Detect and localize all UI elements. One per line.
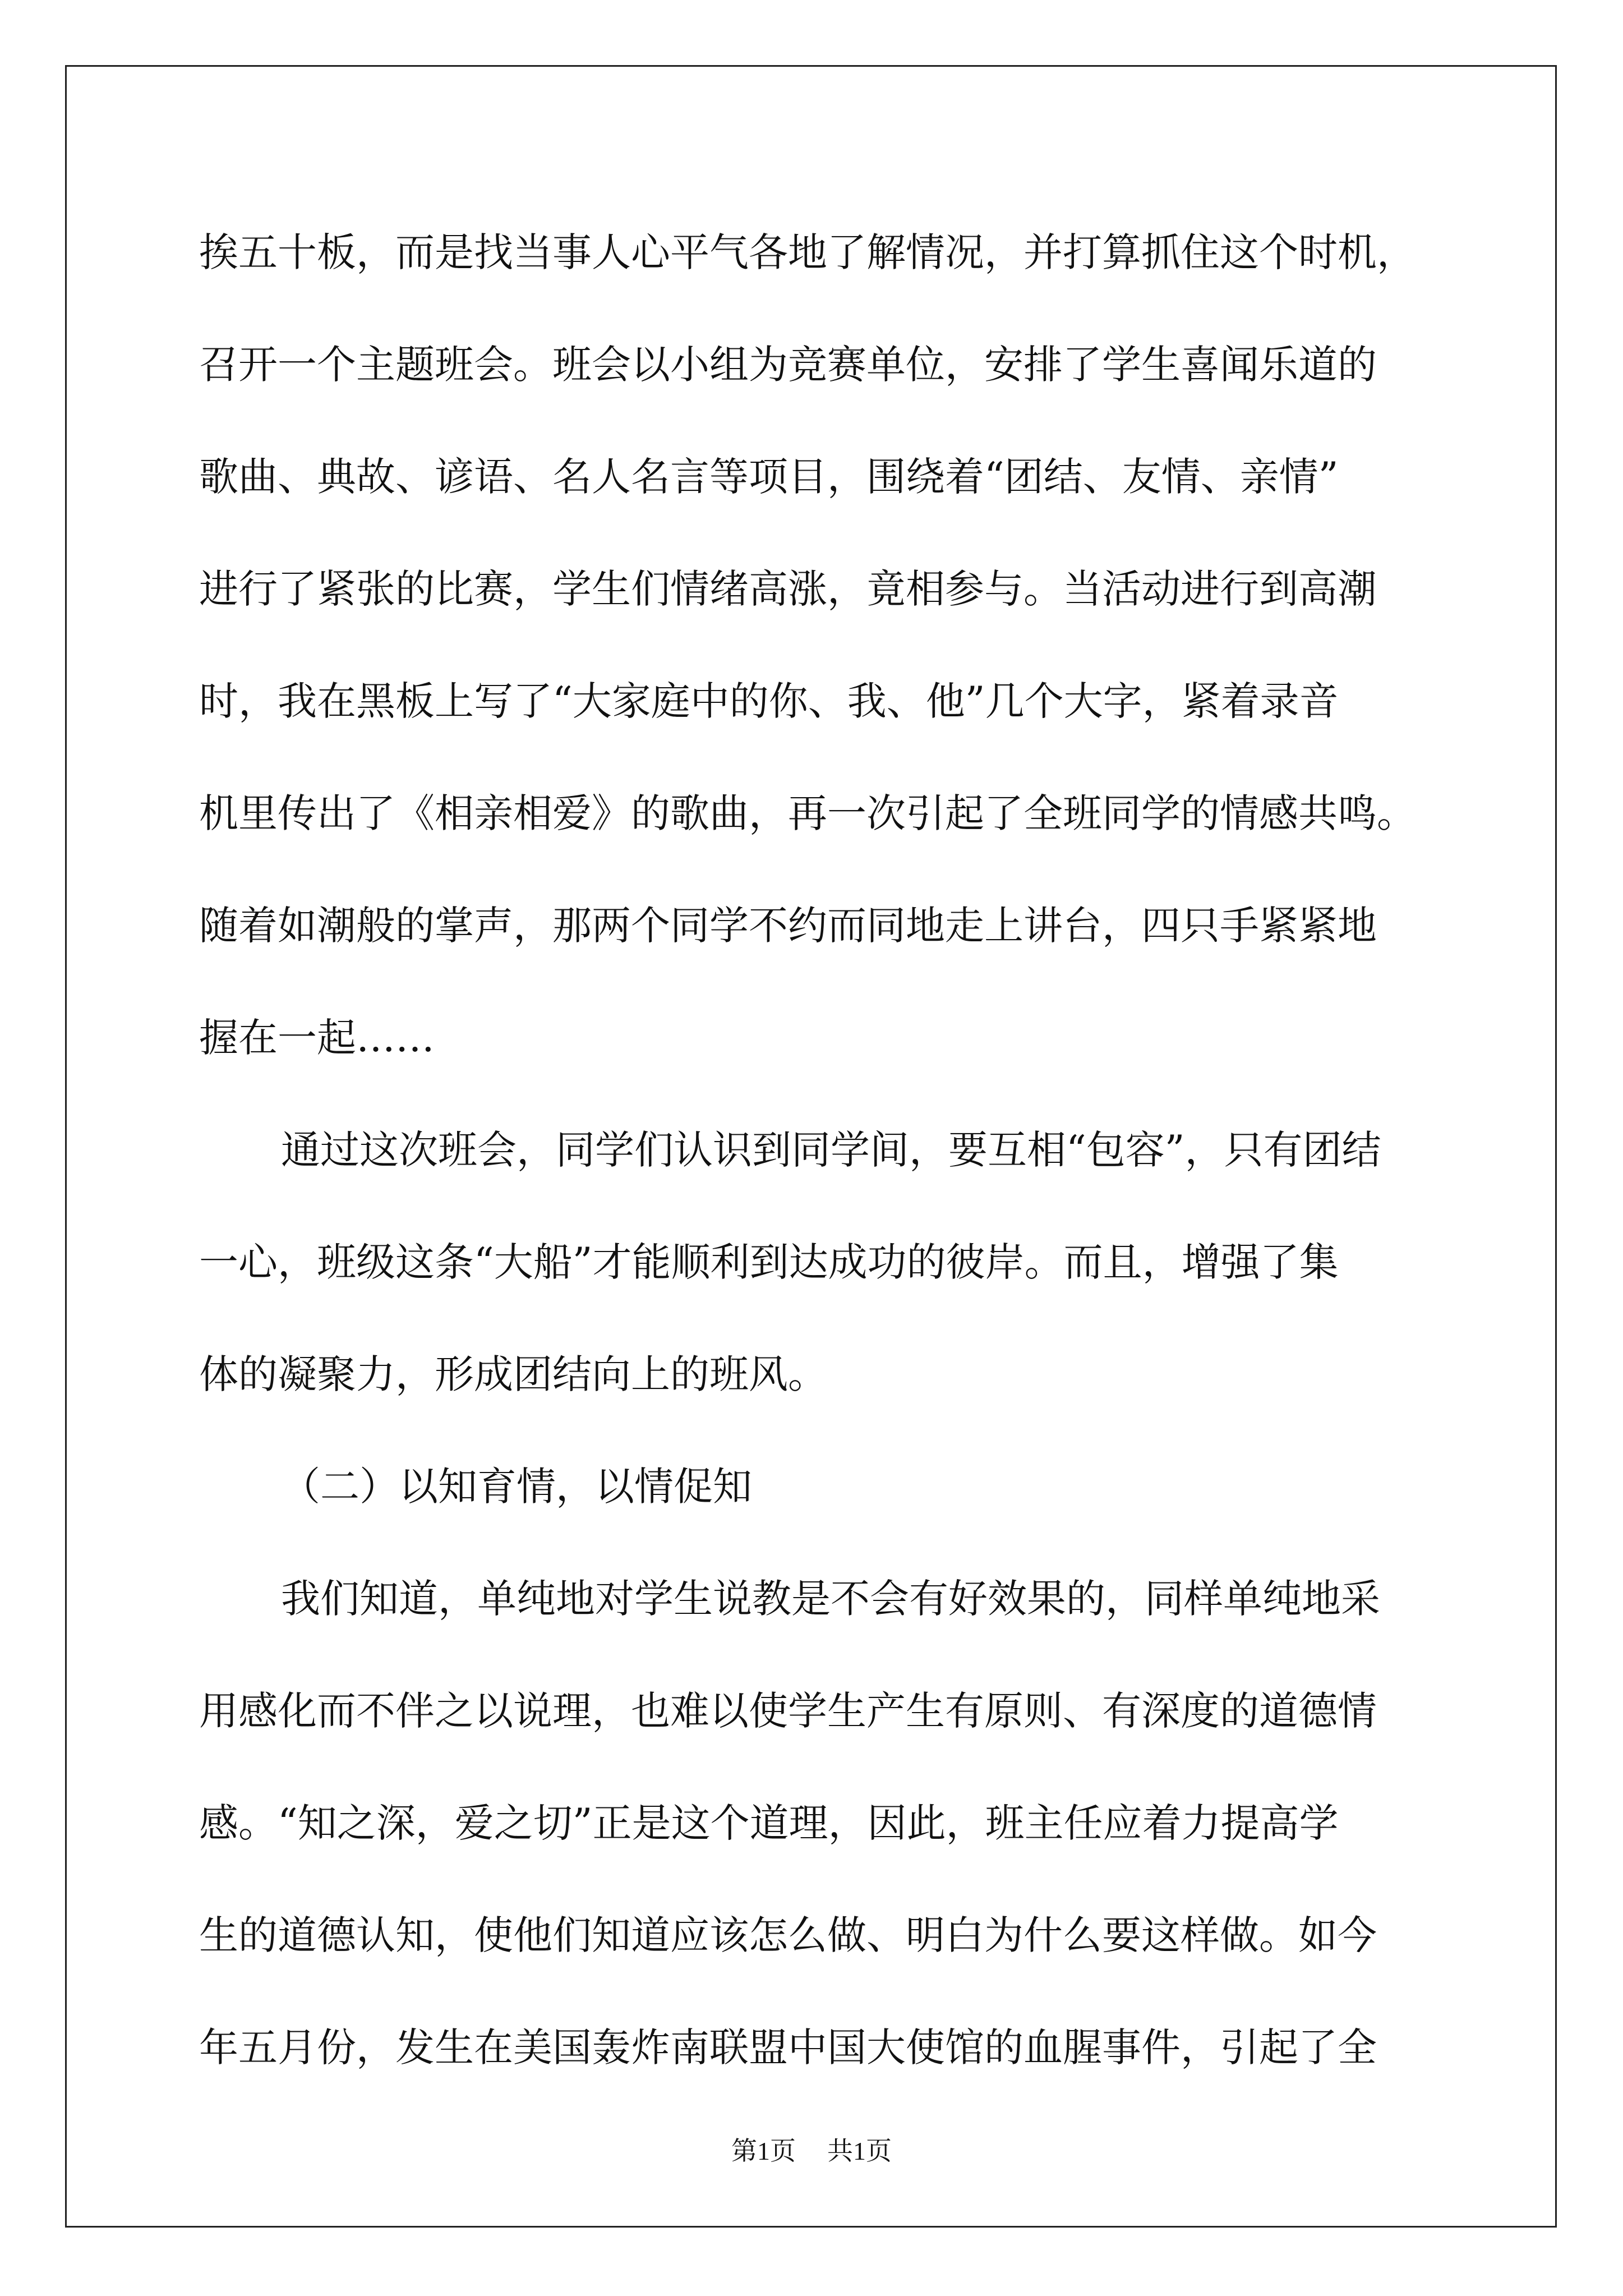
text-line: 进行了紧张的比赛，学生们情绪高涨，竟相参与。当活动进行到高潮	[199, 566, 1377, 612]
text-line: 挨五十板，而是找当事人心平气各地了解情况，并打算抓住这个时机，	[199, 229, 1416, 275]
text-line: 时，我在黑板上写了“大家庭中的你、我、他”几个大字，紧着录音	[199, 678, 1339, 724]
page-total: 共1页	[827, 2137, 892, 2165]
text-line: 机里传出了《相亲相爱》的歌曲，再一次引起了全班同学的情感共鸣。	[199, 790, 1416, 836]
text-line: 生的道德认知，使他们知道应该怎么做、明白为什么要这样做。如今	[199, 1912, 1377, 1958]
text-line: 随着如潮般的掌声，那两个同学不约而同地走上讲台，四只手紧紧地	[199, 903, 1377, 949]
text-line: 体的凝聚力，形成团结向上的班风。	[199, 1351, 827, 1397]
text-line: 歌曲、典故、谚语、名人名言等项目，围绕着“团结、友情、亲情”	[199, 454, 1339, 500]
text-line: 召开一个主题班会。班会以小组为竞赛单位，安排了学生喜闻乐道的	[199, 342, 1377, 388]
text-line: 感。“知之深，爱之切”正是这个道理，因此，班主任应着力提高学	[199, 1800, 1339, 1846]
text-line: 一心，班级这条“大船”才能顺利到达成功的彼岸。而且，增强了集	[199, 1239, 1339, 1285]
text-line: 用感化而不伴之以说理，也难以使学生产生有原则、有深度的道德情	[199, 1688, 1377, 1734]
text-line: 握在一起……	[199, 1015, 435, 1061]
page-number: 第1页	[731, 2137, 796, 2165]
page-footer	[0, 2134, 1623, 2168]
section-heading: （二）以知育情，以情促知	[281, 1464, 752, 1510]
paragraph-start-line: 我们知道，单纯地对学生说教是不会有好效果的，同样单纯地采	[281, 1576, 1380, 1622]
paragraph-start-line: 通过这次班会，同学们认识到同学间，要互相“包容”，只有团结	[281, 1127, 1381, 1173]
text-line: 年五月份，发生在美国轰炸南联盟中国大使馆的血腥事件，引起了全	[199, 2024, 1377, 2070]
document-body	[199, 196, 1433, 2104]
